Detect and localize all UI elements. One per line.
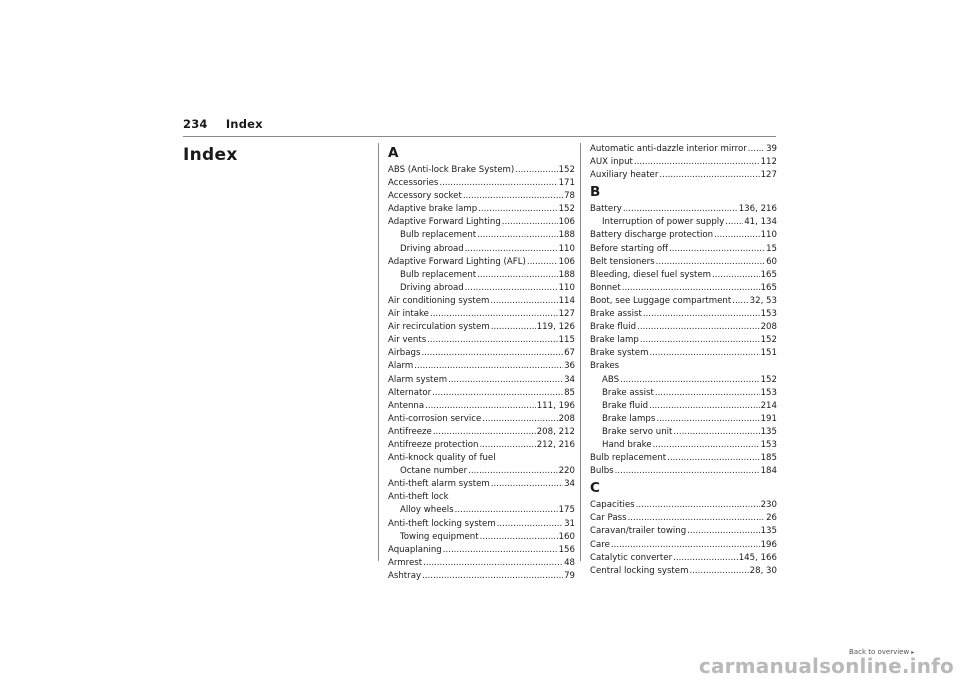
index-entry[interactable] bbox=[590, 169, 777, 182]
index-entry[interactable] bbox=[388, 243, 575, 256]
index-term: Driving abroad bbox=[400, 243, 464, 254]
index-term: Brake lamp bbox=[590, 335, 639, 346]
index-page-numbers: 136, 216 bbox=[738, 204, 777, 215]
index-letter-heading: B bbox=[590, 184, 601, 201]
index-term: Aquaplaning bbox=[388, 544, 442, 555]
dot-leader bbox=[748, 143, 765, 156]
index-page-numbers: 127 bbox=[760, 170, 777, 181]
index-term: Antenna bbox=[388, 400, 425, 411]
index-column-1 bbox=[388, 143, 575, 583]
index-page-numbers: 106 bbox=[558, 217, 575, 228]
index-entry[interactable] bbox=[590, 387, 777, 400]
index-entry[interactable] bbox=[590, 243, 777, 256]
dot-leader bbox=[615, 465, 760, 478]
index-entry[interactable] bbox=[590, 512, 777, 525]
index-entry[interactable] bbox=[590, 539, 777, 552]
index-page-numbers: 114 bbox=[558, 295, 575, 306]
page-header bbox=[183, 117, 263, 131]
index-entry[interactable] bbox=[388, 518, 575, 531]
index-page-numbers: 31 bbox=[564, 518, 575, 529]
index-term: Airbags bbox=[388, 348, 421, 359]
dot-leader bbox=[479, 439, 535, 452]
index-entry[interactable] bbox=[388, 544, 575, 557]
index-entry[interactable] bbox=[590, 203, 777, 216]
index-entry[interactable] bbox=[388, 400, 575, 413]
dot-leader bbox=[649, 347, 759, 360]
index-entry[interactable] bbox=[590, 282, 777, 295]
index-term: Antifreeze bbox=[388, 426, 432, 437]
dot-leader bbox=[491, 478, 563, 491]
page-number: 234 bbox=[183, 117, 208, 131]
dot-leader bbox=[432, 387, 563, 400]
index-term: Automatic anti-dazzle interior mirror bbox=[590, 144, 747, 154]
index-term: Anti-theft lock bbox=[388, 492, 449, 503]
index-term: Armrest bbox=[388, 557, 423, 568]
index-term: Interruption of power supply bbox=[602, 217, 725, 228]
index-page-numbers: 60 bbox=[766, 256, 777, 267]
header-rule bbox=[183, 136, 776, 137]
index-page-numbers: 175 bbox=[558, 505, 575, 516]
dot-leader bbox=[414, 360, 563, 373]
index-page-numbers: 110 bbox=[558, 243, 575, 254]
index-entry[interactable] bbox=[388, 504, 575, 517]
index-entry[interactable] bbox=[388, 216, 575, 229]
index-entry[interactable] bbox=[590, 499, 777, 512]
index-term: Air vents bbox=[388, 335, 427, 346]
index-term: Before starting off bbox=[590, 243, 669, 254]
dot-leader bbox=[611, 539, 760, 552]
index-entry[interactable] bbox=[388, 321, 575, 334]
index-term: Air recirculation system bbox=[388, 322, 490, 333]
index-term: Brake fluid bbox=[590, 322, 637, 333]
index-term: Brake lamps bbox=[602, 413, 656, 424]
dot-leader bbox=[439, 177, 557, 190]
index-page-numbers: 165 bbox=[760, 269, 777, 280]
index-page-numbers: 34 bbox=[564, 374, 575, 385]
index-term: Brake assist bbox=[602, 387, 654, 398]
index-page-numbers: 15 bbox=[766, 243, 777, 254]
index-page-numbers: 196 bbox=[760, 539, 777, 550]
index-page-numbers: 67 bbox=[564, 348, 575, 359]
index-term: Car Pass bbox=[590, 513, 627, 524]
index-page-numbers: 214 bbox=[760, 400, 777, 411]
section-title: Index bbox=[225, 117, 263, 131]
index-letter-heading: C bbox=[590, 480, 600, 497]
index-term: Antifreeze protection bbox=[388, 439, 479, 450]
index-page-numbers: 28, 30 bbox=[749, 565, 777, 576]
index-page-numbers: 145, 166 bbox=[738, 552, 777, 563]
index-page-numbers: 106 bbox=[558, 256, 575, 267]
index-group bbox=[388, 143, 575, 583]
index-page-numbers: 135 bbox=[760, 426, 777, 437]
index-page-numbers: 152 bbox=[760, 335, 777, 346]
index-page-numbers: 151 bbox=[760, 348, 777, 359]
dot-leader bbox=[656, 256, 765, 269]
dot-leader bbox=[634, 156, 760, 169]
dot-leader bbox=[667, 452, 759, 465]
dot-leader bbox=[497, 518, 563, 531]
watermark: carmanualsonline.info bbox=[698, 654, 954, 678]
dot-leader bbox=[430, 308, 558, 321]
index-term: Adaptive brake lamp bbox=[388, 204, 478, 215]
index-page-numbers: 230 bbox=[760, 500, 777, 511]
index-entry[interactable] bbox=[388, 374, 575, 387]
column-divider-left bbox=[378, 143, 379, 561]
index-entry[interactable] bbox=[388, 334, 575, 347]
index-page-numbers: 110 bbox=[760, 230, 777, 241]
index-entry[interactable] bbox=[388, 465, 575, 478]
chevron-right-icon: ▸ bbox=[911, 649, 915, 656]
index-page-numbers: 135 bbox=[760, 526, 777, 537]
index-page-numbers: 191 bbox=[760, 413, 777, 424]
index-entry[interactable] bbox=[388, 203, 575, 216]
index-entry[interactable] bbox=[590, 439, 777, 452]
dot-leader bbox=[477, 229, 557, 242]
index-entry[interactable] bbox=[590, 308, 777, 321]
index-entry[interactable] bbox=[590, 216, 777, 229]
index-term: Anti-knock quality of fuel bbox=[388, 453, 496, 464]
index-term: Bonnet bbox=[590, 282, 621, 293]
dot-leader bbox=[465, 243, 558, 256]
index-term: Bulb replacement bbox=[400, 230, 477, 241]
index-title: Index bbox=[183, 145, 238, 165]
dot-leader bbox=[714, 229, 760, 242]
index-page-numbers: 111, 196 bbox=[536, 400, 575, 411]
index-entry[interactable] bbox=[388, 413, 575, 426]
index-page-numbers: 32, 53 bbox=[749, 295, 777, 306]
index-term: Brake system bbox=[590, 348, 649, 359]
index-term: Catalytic converter bbox=[590, 552, 673, 563]
index-page-numbers: 112 bbox=[760, 157, 777, 168]
index-page-numbers: 127 bbox=[558, 309, 575, 320]
index-term: Brake servo unit bbox=[602, 426, 673, 437]
index-entry[interactable] bbox=[388, 164, 575, 177]
index-entry[interactable] bbox=[590, 400, 777, 413]
dot-leader bbox=[527, 256, 558, 269]
dot-leader bbox=[443, 544, 558, 557]
index-term: Bulb replacement bbox=[590, 453, 667, 464]
index-term: Driving abroad bbox=[400, 282, 464, 293]
index-page-numbers: 36 bbox=[564, 361, 575, 372]
index-page-numbers: 208 bbox=[558, 413, 575, 424]
index-entry[interactable] bbox=[388, 557, 575, 570]
index-entry[interactable] bbox=[388, 190, 575, 203]
index-entry[interactable] bbox=[388, 282, 575, 295]
index-entry[interactable] bbox=[590, 565, 777, 578]
index-page-numbers: 48 bbox=[564, 557, 575, 568]
dot-leader bbox=[732, 295, 748, 308]
dot-leader bbox=[463, 190, 563, 203]
index-page-numbers: 152 bbox=[558, 165, 575, 175]
back-to-overview-label: Back to overview bbox=[849, 648, 910, 656]
index-entry[interactable] bbox=[388, 426, 575, 439]
index-entry[interactable] bbox=[388, 531, 575, 544]
index-term: Anti-corrosion service bbox=[388, 413, 482, 424]
dot-leader bbox=[673, 552, 738, 565]
index-term: ABS bbox=[602, 374, 620, 385]
index-page-numbers: 188 bbox=[558, 230, 575, 241]
dot-leader bbox=[659, 169, 759, 182]
index-page-numbers: 39 bbox=[766, 144, 777, 154]
dot-leader bbox=[656, 413, 759, 426]
dot-leader bbox=[673, 426, 759, 439]
index-term: Alarm bbox=[388, 361, 414, 372]
index-term: Battery discharge protection bbox=[590, 230, 714, 241]
dot-leader bbox=[689, 565, 748, 578]
index-term: Accessories bbox=[388, 178, 439, 189]
index-term: Battery bbox=[590, 204, 622, 215]
index-page-numbers: 110 bbox=[558, 282, 575, 293]
index-page-numbers: 152 bbox=[760, 374, 777, 385]
index-term: Brake assist bbox=[590, 309, 642, 320]
index-entry[interactable] bbox=[388, 347, 575, 360]
index-term: Adaptive Forward Lighting (AFL) bbox=[388, 256, 526, 267]
dot-leader bbox=[468, 465, 557, 478]
index-group bbox=[590, 143, 777, 182]
index-term: ABS (Anti-lock Brake System) bbox=[388, 165, 515, 175]
dot-leader bbox=[422, 570, 563, 583]
index-page-numbers: 152 bbox=[558, 204, 575, 215]
index-term: Alarm system bbox=[388, 374, 448, 385]
index-entry[interactable] bbox=[590, 413, 777, 426]
index-entry[interactable] bbox=[388, 439, 575, 452]
index-term: Care bbox=[590, 539, 610, 550]
index-entry[interactable] bbox=[590, 374, 777, 387]
index-term: Belt tensioners bbox=[590, 256, 655, 267]
dot-leader bbox=[427, 334, 557, 347]
index-term: Ashtray bbox=[388, 570, 422, 581]
index-entry[interactable] bbox=[590, 552, 777, 565]
index-page-numbers: 165 bbox=[760, 282, 777, 293]
dot-leader bbox=[643, 308, 760, 321]
index-page-numbers: 184 bbox=[760, 466, 777, 477]
index-entry[interactable] bbox=[590, 269, 777, 282]
column-divider-right bbox=[580, 143, 581, 561]
dot-leader bbox=[490, 295, 557, 308]
index-entry[interactable] bbox=[388, 478, 575, 491]
index-entry[interactable] bbox=[590, 465, 777, 478]
dot-leader bbox=[502, 216, 558, 229]
index-entry[interactable] bbox=[590, 334, 777, 347]
index-page-numbers: 153 bbox=[760, 387, 777, 398]
index-entry[interactable] bbox=[388, 269, 575, 282]
dot-leader bbox=[622, 282, 760, 295]
index-entry[interactable] bbox=[388, 387, 575, 400]
dot-leader bbox=[515, 164, 557, 177]
index-term: Caravan/trailer towing bbox=[590, 526, 687, 537]
dot-leader bbox=[687, 525, 759, 538]
index-page-numbers: 78 bbox=[564, 191, 575, 202]
index-term: Brake fluid bbox=[602, 400, 649, 411]
dot-leader bbox=[637, 321, 760, 334]
index-term: Bleeding, diesel fuel system bbox=[590, 269, 712, 280]
index-entry[interactable] bbox=[590, 452, 777, 465]
index-term: Hand brake bbox=[602, 439, 652, 450]
index-entry[interactable] bbox=[590, 525, 777, 538]
index-term: Octane number bbox=[400, 466, 468, 477]
dot-leader bbox=[620, 374, 760, 387]
index-entry[interactable] bbox=[590, 256, 777, 269]
dot-leader bbox=[423, 557, 563, 570]
index-page-numbers: 220 bbox=[558, 466, 575, 477]
index-page-numbers: 79 bbox=[564, 570, 575, 581]
index-page-numbers: 115 bbox=[558, 335, 575, 346]
index-group bbox=[590, 182, 777, 478]
index-page-numbers: 119, 126 bbox=[536, 322, 575, 333]
index-page-numbers: 41, 134 bbox=[744, 217, 777, 228]
index-group bbox=[590, 478, 777, 578]
index-page-numbers: 153 bbox=[760, 439, 777, 450]
index-entry[interactable] bbox=[590, 156, 777, 169]
index-page-numbers: 212, 216 bbox=[536, 439, 575, 450]
dot-leader bbox=[653, 439, 760, 452]
index-page-numbers: 185 bbox=[760, 453, 777, 464]
dot-leader bbox=[623, 203, 738, 216]
index-term: Brakes bbox=[590, 361, 620, 372]
index-term: Anti-theft locking system bbox=[388, 518, 496, 529]
dot-leader bbox=[465, 282, 558, 295]
dot-leader bbox=[421, 347, 563, 360]
index-term: Accessory socket bbox=[388, 191, 462, 202]
dot-leader bbox=[655, 387, 760, 400]
index-term: Central locking system bbox=[590, 565, 689, 576]
index-entry[interactable] bbox=[388, 570, 575, 583]
index-term: Towing equipment bbox=[400, 531, 479, 542]
dot-leader bbox=[669, 243, 765, 256]
index-letter-heading: A bbox=[388, 145, 399, 161]
index-term: Alloy wheels bbox=[400, 505, 454, 516]
dot-leader bbox=[482, 413, 557, 426]
index-entry[interactable] bbox=[388, 295, 575, 308]
dot-leader bbox=[725, 216, 743, 229]
index-page-numbers: 160 bbox=[558, 531, 575, 542]
index-entry[interactable] bbox=[388, 177, 575, 190]
index-term: Adaptive Forward Lighting bbox=[388, 217, 501, 228]
dot-leader bbox=[480, 531, 558, 544]
index-entry[interactable] bbox=[388, 229, 575, 242]
index-page-numbers: 208 bbox=[760, 322, 777, 333]
index-page-numbers: 26 bbox=[766, 513, 777, 524]
index-term: Air conditioning system bbox=[388, 295, 490, 306]
index-entry[interactable] bbox=[388, 491, 575, 504]
index-entry[interactable] bbox=[590, 426, 777, 439]
dot-leader bbox=[628, 512, 766, 525]
index-entry[interactable] bbox=[590, 143, 777, 156]
index-entry[interactable] bbox=[590, 321, 777, 334]
index-page-numbers: 156 bbox=[558, 544, 575, 555]
index-entry[interactable] bbox=[388, 308, 575, 321]
index-term: Auxiliary heater bbox=[590, 170, 659, 181]
index-page-numbers: 208, 212 bbox=[536, 426, 575, 437]
index-term: Boot, see Luggage compartment bbox=[590, 295, 732, 306]
index-entry[interactable] bbox=[590, 347, 777, 360]
index-entry[interactable] bbox=[590, 229, 777, 242]
index-page-numbers: 171 bbox=[558, 178, 575, 189]
dot-leader bbox=[433, 426, 536, 439]
index-entry[interactable] bbox=[388, 360, 575, 373]
index-term: Anti-theft alarm system bbox=[388, 479, 490, 490]
dot-leader bbox=[636, 499, 760, 512]
index-entry[interactable] bbox=[388, 452, 575, 465]
index-term: Air intake bbox=[388, 309, 429, 320]
index-page-numbers: 188 bbox=[558, 269, 575, 280]
index-term: Capacities bbox=[590, 500, 635, 511]
dot-leader bbox=[477, 269, 557, 282]
dot-leader bbox=[478, 203, 557, 216]
index-page-numbers: 34 bbox=[564, 479, 575, 490]
index-term: Alternator bbox=[388, 387, 432, 398]
index-column-2 bbox=[590, 143, 777, 578]
dot-leader bbox=[640, 334, 760, 347]
index-page-numbers: 85 bbox=[564, 387, 575, 398]
index-entry[interactable] bbox=[590, 295, 777, 308]
dot-leader bbox=[448, 374, 563, 387]
dot-leader bbox=[712, 269, 760, 282]
dot-leader bbox=[425, 400, 536, 413]
index-term: AUX input bbox=[590, 157, 633, 168]
dot-leader bbox=[649, 400, 760, 413]
index-entry[interactable] bbox=[388, 256, 575, 269]
index-term: Bulb replacement bbox=[400, 269, 477, 280]
dot-leader bbox=[455, 504, 558, 517]
index-entry[interactable] bbox=[590, 360, 777, 373]
dot-leader bbox=[491, 321, 536, 334]
index-page-numbers: 153 bbox=[760, 309, 777, 320]
index-term: Bulbs bbox=[590, 466, 614, 477]
